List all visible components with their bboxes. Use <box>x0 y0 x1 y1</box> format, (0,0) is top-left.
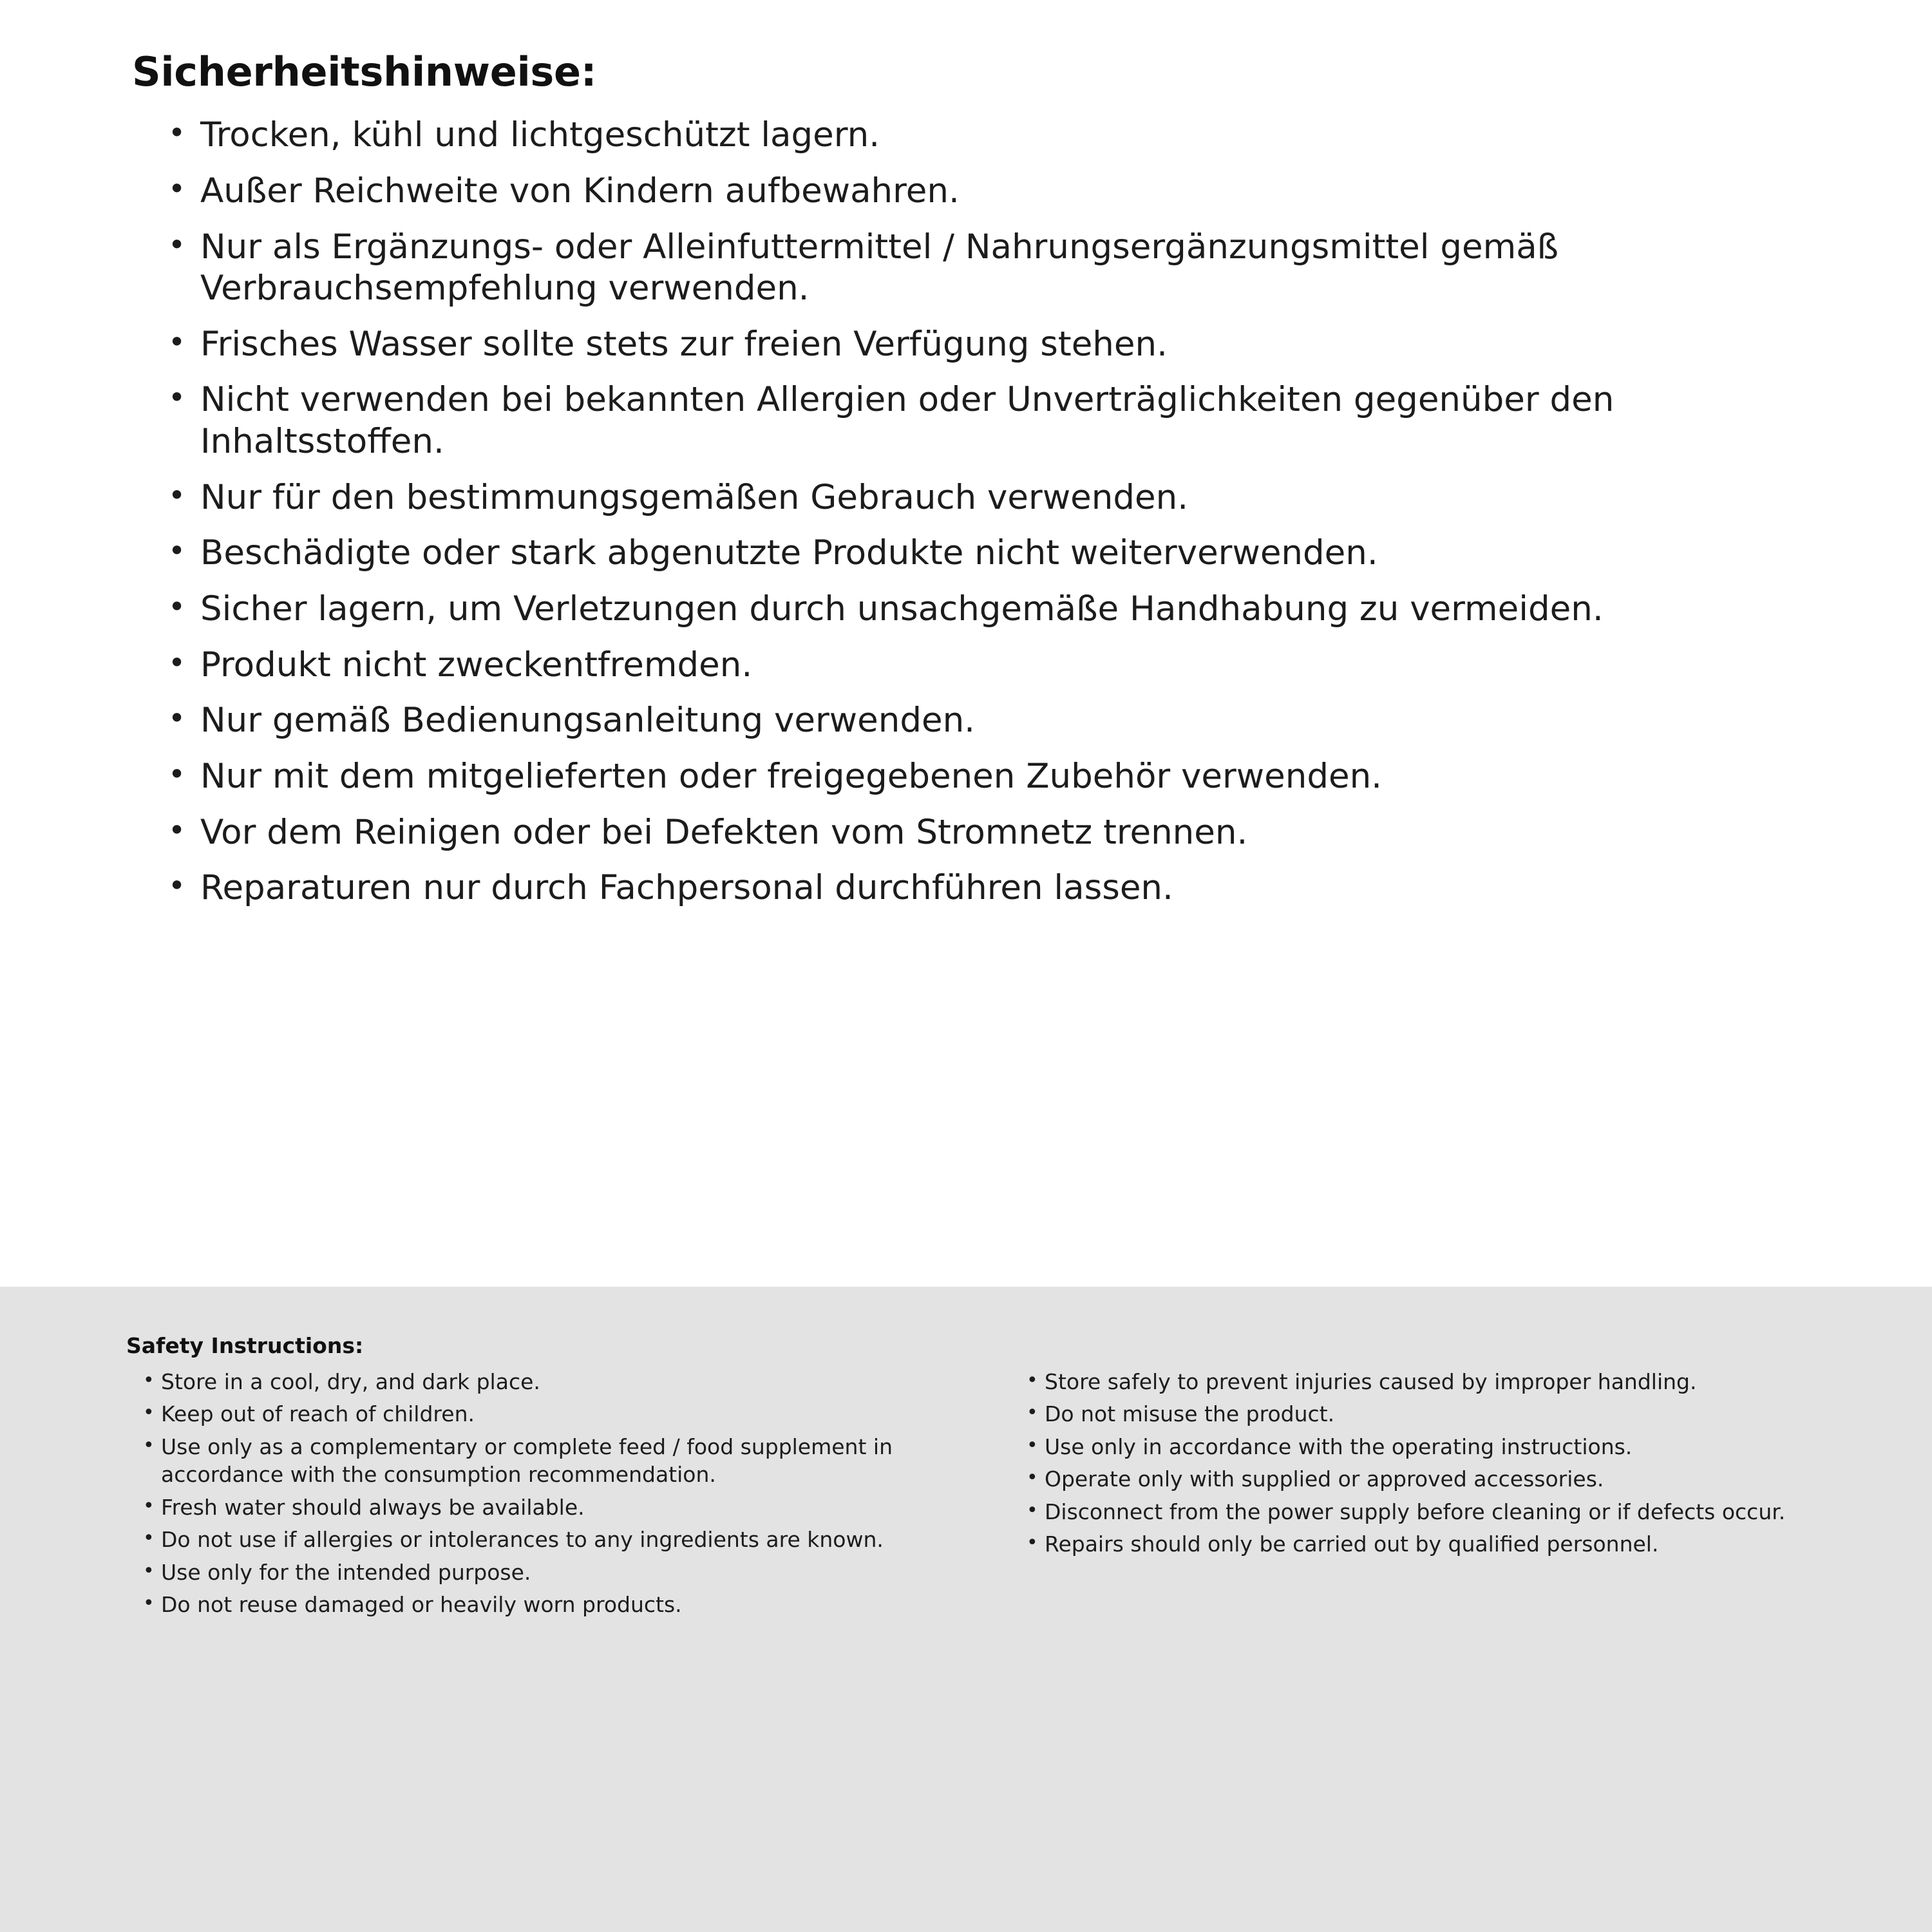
list-item: • Do not reuse damaged or heavily worn products. <box>142 1591 971 1619</box>
english-safety-list-left <box>126 1368 971 1619</box>
list-item: • Außer Reichweite von Kindern aufbewahren. <box>163 171 1835 213</box>
list-item: • Store in a cool, dry, and dark place. <box>142 1368 971 1396</box>
list-item: • Use only for the intended purpose. <box>142 1558 971 1587</box>
list-item: • Nur mit dem mitgelieferten oder freigegebenen Zubehör verwenden. <box>163 756 1835 798</box>
english-safety-list-right <box>1010 1368 1855 1558</box>
list-item: • Store safely to prevent injuries caused by improper handling. <box>1025 1368 1855 1396</box>
list-item: • Use only as a complementary or complete feed / food supplement in accordance with the consumption recommendation. <box>142 1433 971 1489</box>
english-column-left <box>126 1368 971 1624</box>
list-item: • Repairs should only be carried out by qualified personnel. <box>1025 1530 1855 1558</box>
list-item: • Nur für den bestimmungsgemäßen Gebrauch verwenden. <box>163 477 1835 519</box>
list-item: • Sicher lagern, um Verletzungen durch unsachgemäße Handhabung zu vermeiden. <box>163 589 1835 630</box>
list-item: • Nur gemäß Bedienungsanleitung verwenden. <box>163 700 1835 742</box>
list-item: • Do not misuse the product. <box>1025 1400 1855 1428</box>
list-item: • Nur als Ergänzungs- oder Alleinfuttermittel / Nahrungsergänzungsmittel gemäß Verbrauchsempfehlung verwenden. <box>163 227 1835 310</box>
list-item: • Do not use if allergies or intolerances to any ingredients are known. <box>142 1526 971 1554</box>
list-item: • Keep out of reach of children. <box>142 1400 971 1428</box>
english-safety-section <box>0 1287 1932 1932</box>
list-item: • Disconnect from the power supply before cleaning or if defects occur. <box>1025 1498 1855 1526</box>
list-item: • Frisches Wasser sollte stets zur freien Verfügung stehen. <box>163 324 1835 366</box>
english-columns <box>126 1368 1855 1624</box>
list-item: • Operate only with supplied or approved accessories. <box>1025 1465 1855 1493</box>
list-item: • Use only in accordance with the operating instructions. <box>1025 1433 1855 1461</box>
english-section-title: Safety Instructions: <box>126 1333 364 1358</box>
list-item: • Fresh water should always be available. <box>142 1493 971 1522</box>
list-item: • Beschädigte oder stark abgenutzte Produkte nicht weiterverwenden. <box>163 533 1835 574</box>
german-section-title: Sicherheitshinweise: <box>132 48 597 95</box>
list-item: • Trocken, kühl und lichtgeschützt lagern. <box>163 115 1835 156</box>
list-item: • Vor dem Reinigen oder bei Defekten vom Stromnetz trennen. <box>163 812 1835 854</box>
list-item: • Nicht verwenden bei bekannten Allergien oder Unverträglichkeiten gegenüber den Inhaltsstoffen. <box>163 379 1835 462</box>
list-item: • Produkt nicht zweckentfremden. <box>163 645 1835 687</box>
english-column-right <box>1010 1368 1855 1563</box>
german-safety-list <box>132 115 1835 909</box>
list-item: • Reparaturen nur durch Fachpersonal durchführen lassen. <box>163 867 1835 909</box>
